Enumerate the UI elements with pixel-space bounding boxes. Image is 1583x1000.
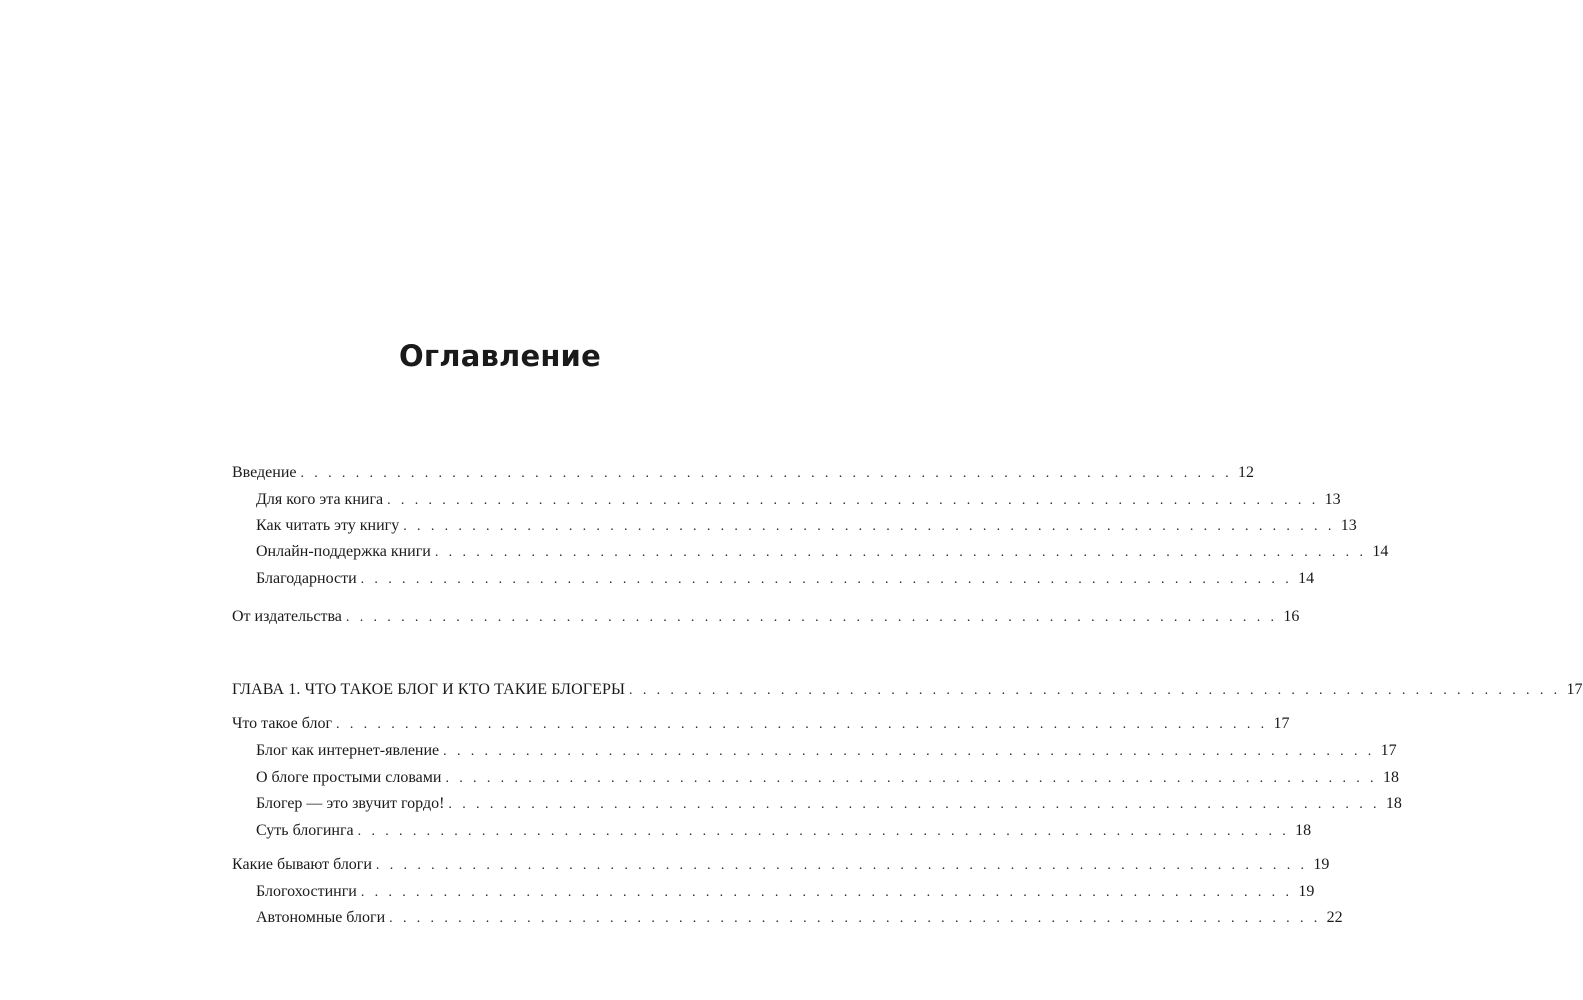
toc-entry-essence-of-blogging [256, 820, 1312, 842]
toc-entry-how-to-read [256, 515, 1357, 537]
toc-page-number: 13 [1340, 517, 1357, 534]
dot-leader: . . . . . . . . . . . . . . . . . . . . . . . . . . . . . . . . . . . . . . . . . . . . . . . . . . . . . . . . . . . . . . . . . . . . [448, 797, 1380, 812]
toc-entry-blog-internet-phenomenon [256, 740, 1397, 762]
toc-entry-blog-simple-words [256, 767, 1399, 789]
toc-entry-blog-hostings [256, 881, 1315, 903]
toc-page-number: 18 [1382, 769, 1399, 786]
toc-page-number: 22 [1326, 909, 1343, 926]
dot-leader: . . . . . . . . . . . . . . . . . . . . . . . . . . . . . . . . . . . . . . . . . . . . . . . . . . . . . . . . . . . . . . . . . . . . [360, 572, 1293, 587]
toc-page-number: 18 [1295, 822, 1312, 839]
dot-leader: . . . . . . . . . . . . . . . . . . . . . . . . . . . . . . . . . . . . . . . . . . . . . . . . . . . . . . . . . . . . . . . . . . . . [434, 545, 1367, 560]
toc-entry-online-support [256, 541, 1389, 563]
toc-page-number: 19 [1313, 856, 1330, 873]
dot-leader: . . . . . . . . . . . . . . . . . . . . . . . . . . . . . . . . . . . . . . . . . . . . . . . . . . . . . . . . . . . . . . . . . . . . [389, 911, 1321, 926]
dot-leader: . . . . . . . . . . . . . . . . . . . . . . . . . . . . . . . . . . . . . . . . . . . . . . . . . . . . . . . . . . . . . . . . . . . . [360, 885, 1293, 900]
toc-page-number: 17 [1566, 681, 1583, 698]
dot-leader: . . . . . . . . . . . . . . . . . . . . . . . . . . . . . . . . . . . . . . . . . . . . . . . . . . . . . . . . . . . . . . . . . . . . [445, 771, 1377, 786]
toc-entry-label: Введение [232, 464, 297, 481]
toc-page-number: 14 [1372, 543, 1389, 560]
toc-page-number: 17 [1380, 742, 1397, 759]
toc-page-number: 13 [1324, 491, 1341, 508]
dot-leader: . . . . . . . . . . . . . . . . . . . . . . . . . . . . . . . . . . . . . . . . . . . . . . . . . . . . . . . . . . . . . . . . . . . . [375, 858, 1308, 873]
toc-entry-from-publisher [232, 606, 1300, 628]
toc-entry-label: Автономные блоги [256, 909, 386, 926]
dot-leader: . . . . . . . . . . . . . . . . . . . . . . . . . . . . . . . . . . . . . . . . . . . . . . . . . . . . . . . . . . . . . . . . . . . . [443, 744, 1375, 759]
toc-entry-label: Что такое блог [232, 715, 333, 732]
toc-entry-label: Как читать эту книгу [256, 517, 400, 534]
toc-entry-label: О блоге простыми словами [256, 769, 442, 786]
dot-leader: . . . . . . . . . . . . . . . . . . . . . . . . . . . . . . . . . . . . . . . . . . . . . . . . . . . . . . . . . . . . . . . . . . . . [345, 610, 1278, 625]
toc-entry-standalone-blogs [256, 907, 1343, 929]
toc-entry-label: Блогохостинги [256, 883, 357, 900]
page-title: Оглавление [399, 339, 601, 374]
dot-leader: . . . . . . . . . . . . . . . . . . . . . . . . . . . . . . . . . . . . . . . . . . . . . . . . . . . . . . . . . . . . . . . . . . . . [336, 717, 1268, 732]
toc-entry-chapter-1 [232, 679, 1583, 701]
toc-entry-label: От издательства [232, 608, 342, 625]
dot-leader: . . . . . . . . . . . . . . . . . . . . . . . . . . . . . . . . . . . . . . . . . . . . . . . . . . . . . . . . . . . . . . . . . . . . [403, 519, 1335, 534]
dot-leader: . . . . . . . . . . . . . . . . . . . . . . . . . . . . . . . . . . . . . . . . . . . . . . . . . . . . . . . . . . . . . . . . . . . . [387, 493, 1319, 508]
toc-page-number: 17 [1273, 715, 1290, 732]
dot-leader: . . . . . . . . . . . . . . . . . . . . . . . . . . . . . . . . . . . . . . . . . . . . . . . . . . . . . . . . . . . . . . . . . . . . [629, 683, 1561, 698]
toc-entry-label: Суть блогинга [256, 822, 354, 839]
dot-leader: . . . . . . . . . . . . . . . . . . . . . . . . . . . . . . . . . . . . . . . . . . . . . . . . . . . . . . . . . . . . . . . . . . . . [357, 824, 1290, 839]
toc-entry-blogger-proud [256, 793, 1402, 815]
dot-leader: . . . . . . . . . . . . . . . . . . . . . . . . . . . . . . . . . . . . . . . . . . . . . . . . . . . . . . . . . . . . . . . . . . . . [300, 466, 1232, 481]
toc-page-number: 14 [1298, 570, 1315, 587]
toc-page-number: 16 [1283, 608, 1300, 625]
toc-entry-for-whom [256, 489, 1341, 511]
toc-page-number: 19 [1298, 883, 1315, 900]
toc-entry-label: Какие бывают блоги [232, 856, 372, 873]
toc-entry-introduction [232, 462, 1254, 484]
toc-entry-label: Благодарности [256, 570, 357, 587]
toc-entry-acknowledgements [256, 568, 1315, 590]
toc-entry-label: Онлайн-поддержка книги [256, 543, 431, 560]
toc-page-number: 18 [1385, 795, 1402, 812]
toc-entry-label: Блогер — это звучит гордо! [256, 795, 445, 812]
toc-entry-label: ГЛАВА 1. ЧТО ТАКОЕ БЛОГ И КТО ТАКИЕ БЛОГЕРЫ [232, 681, 626, 698]
toc-entry-types-of-blogs [232, 854, 1330, 876]
toc-page-number: 12 [1238, 464, 1254, 481]
toc-entry-what-is-blog [232, 713, 1290, 735]
toc-entry-label: Для кого эта книга [256, 491, 384, 508]
toc-entry-label: Блог как интернет-явление [256, 742, 440, 759]
